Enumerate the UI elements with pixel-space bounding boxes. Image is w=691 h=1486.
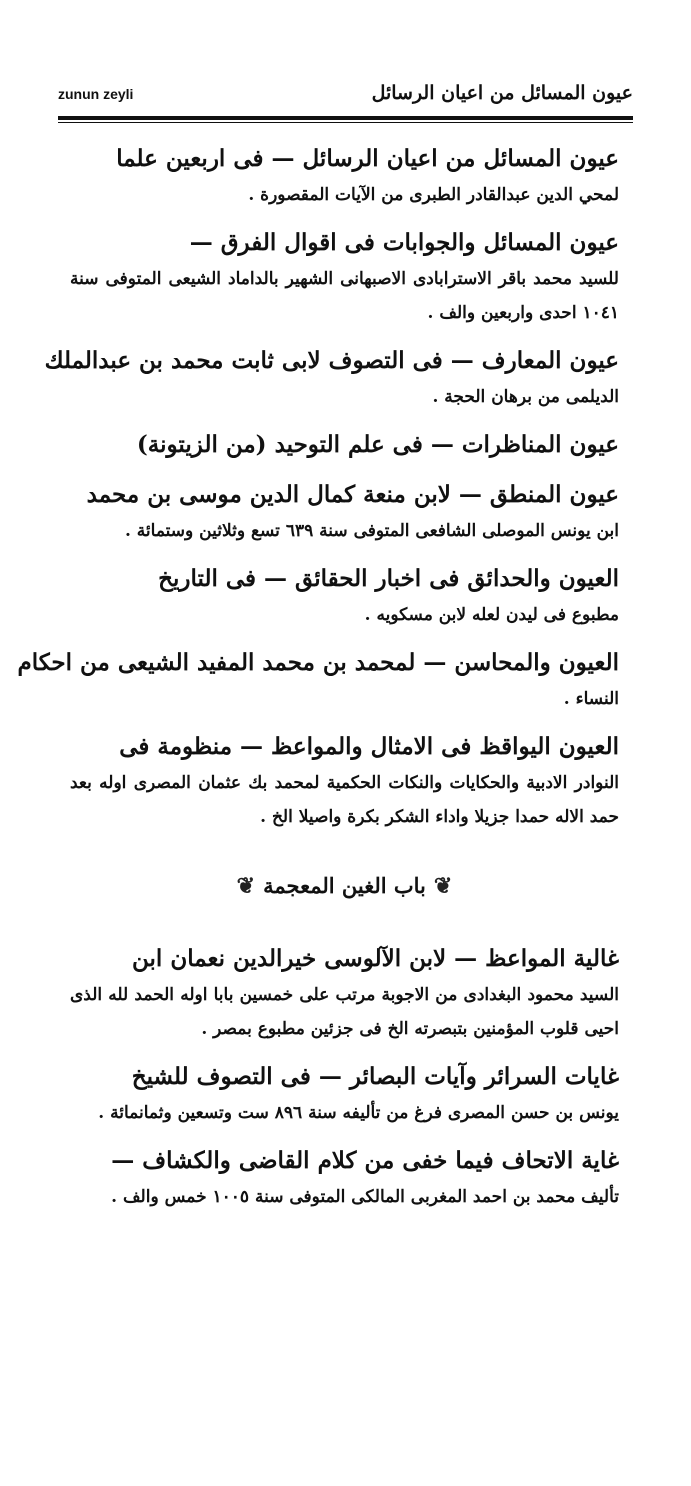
entry-body: النوادر الادبية والحكايات والنكات الحكمية لمحمد بك عثمان المصرى اوله بعد حمد الاله حمدا جزيلا واداء الشكر بكرة واصيلا الخ . xyxy=(70,773,619,827)
header-rule-thin xyxy=(58,122,633,123)
entry xyxy=(17,644,619,716)
entry-body: النساء . xyxy=(563,689,619,709)
entry-title: عيون المعارف — فى التصوف لابى ثابت محمد بن عبدالملك xyxy=(44,347,619,374)
entry-title: العيون والمحاسن — لمحمد بن محمد المفيد الشيعى من احكام xyxy=(17,649,619,676)
entry-body: يونس بن حسن المصرى فرغ من تأليفه سنة ٨٩٦ ست وتسعين وثمانمائة . xyxy=(98,1103,619,1123)
entry xyxy=(70,940,619,1046)
entry-title: عيون المسائل من اعيان الرسائل — فى اربعين علما xyxy=(116,145,619,172)
entry-title: غالية المواعظ — لابن الآلوسى خيرالدين نعمان ابن xyxy=(132,945,619,972)
ornament-icon: ❦ xyxy=(236,873,256,899)
header-rule xyxy=(58,116,633,120)
entry xyxy=(70,140,619,212)
entry-title: العيون اليواقظ فى الامثال والمواعظ — منظومة فى xyxy=(119,733,619,760)
entry-body: مطبوع فى ليدن لعله لابن مسكويه . xyxy=(364,605,619,625)
entry-body: السيد محمود البغدادى من الاجوبة مرتب على خمسين بابا اوله الحمد لله الذى احيى قلوب المؤمنين بتبصرته الخ فى جزئين مطبوع بمصر . xyxy=(70,985,619,1039)
entry-body: للسيد محمد باقر الاسترابادى الاصبهانى الشهير بالداماد الشيعى المتوفى سنة ١٠٤١ احدى واربعين والف . xyxy=(70,269,619,323)
entry xyxy=(70,728,619,834)
entries-after-heading xyxy=(70,940,619,1214)
entry-title: العيون والحدائق فى اخبار الحقائق — فى التاريخ xyxy=(158,565,619,592)
section-heading xyxy=(70,866,619,906)
entries-before-heading xyxy=(17,140,619,834)
entry-body: الديلمى من برهان الحجة . xyxy=(432,387,619,407)
section-heading-text: باب الغين المعجمة xyxy=(263,873,426,898)
entry-title: غاية الاتحاف فيما خفى من كلام القاضى والكشاف — xyxy=(111,1147,619,1174)
entries-list xyxy=(17,140,619,1226)
running-author: zunun zeyli xyxy=(58,86,134,102)
ornament-icon: ❦ xyxy=(433,873,453,899)
running-title: عيون المسائل من اعيان الرسائل xyxy=(371,82,633,104)
entry xyxy=(70,1058,619,1130)
entry xyxy=(70,476,619,548)
running-header xyxy=(58,74,633,114)
entry-body: ابن يونس الموصلى الشافعى المتوفى سنة ٦٣٩ تسع وثلاثين وستمائة . xyxy=(124,521,619,541)
entry xyxy=(70,224,619,330)
entry xyxy=(44,342,619,414)
entry-title: عيون المناظرات — فى علم التوحيد (من الزيتونة) xyxy=(136,431,619,458)
entry xyxy=(70,426,619,464)
entry-title: عيون المنطق — لابن منعة كمال الدين موسى بن محمد xyxy=(86,481,619,508)
entry-body: لمحي الدين عبدالقادر الطبرى من الآيات المقصورة . xyxy=(248,185,619,205)
entry-title: عيون المسائل والجوابات فى اقوال الفرق — xyxy=(189,229,619,256)
entry-body: تأليف محمد بن احمد المغربى المالكى المتوفى سنة ١٠٠٥ خمس والف . xyxy=(111,1187,619,1207)
entry xyxy=(70,560,619,632)
entry xyxy=(70,1142,619,1214)
entry-title: غايات السرائر وآيات البصائر — فى التصوف للشيخ xyxy=(131,1063,619,1090)
